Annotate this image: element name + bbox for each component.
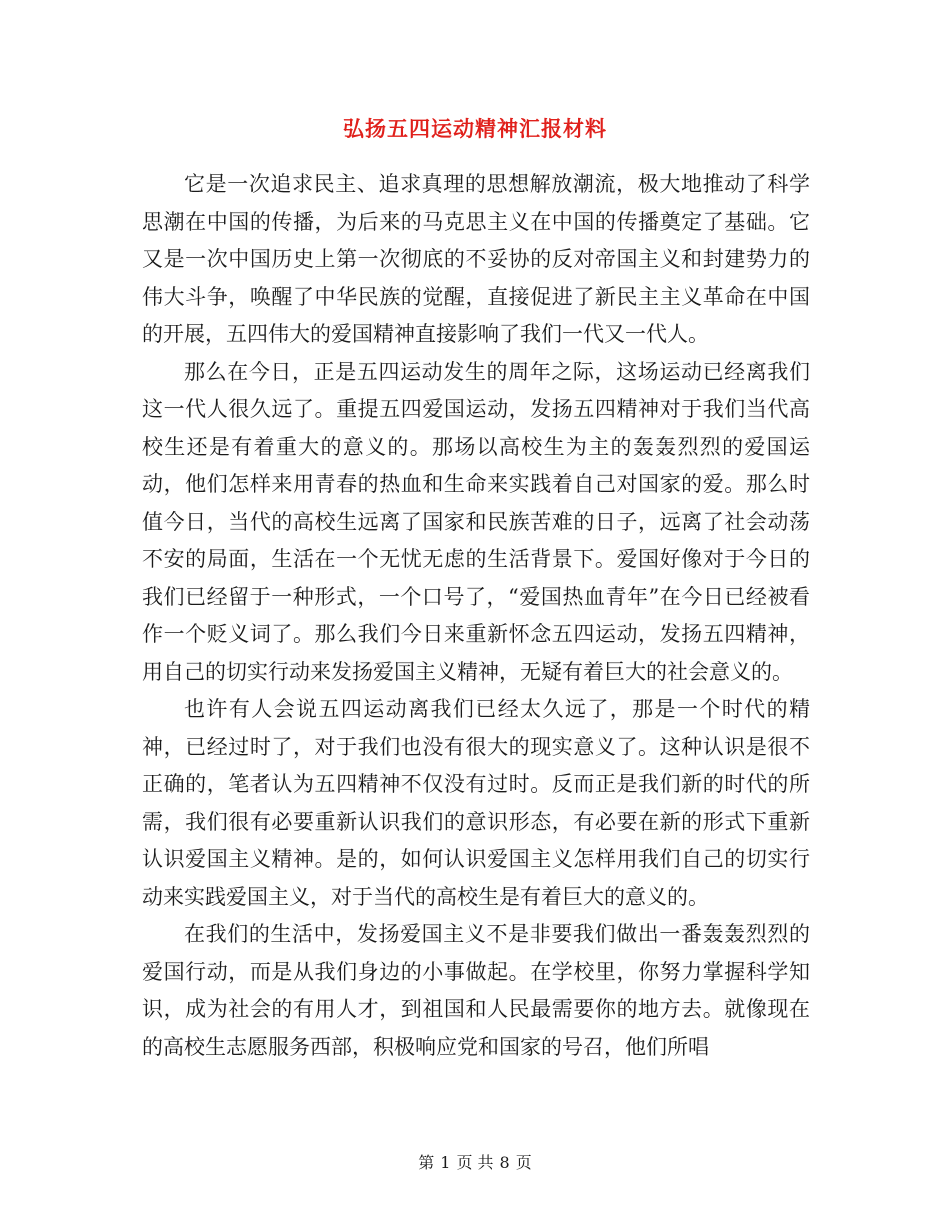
paragraph-3: 也许有人会说五四运动离我们已经太久远了，那是一个时代的精神，已经过时了，对于我们也没有很大的现实意义了。这种认识是很不正确的，笔者认为五四精神不仅没有过时。反而正是我们新的时代的所需，我们很有必要重新认识我们的意识形态，有必要在新的形式下重新认识爱国主义精神。是的，如何认识爱国主义怎样用我们自己的切实行动来实践爱国主义，对于当代的高校生是有着巨大的意义的。 [142,697,810,909]
footer-mid: 页 共 [456,1153,494,1172]
footer-page-number: 1 [440,1153,451,1172]
paragraph-1: 它是一次追求民主、追求真理的思想解放潮流，极大地推动了科学思潮在中国的传播，为后来的马克思主义在中国的传播奠定了基础。它又是一次中国历史上第一次彻底的不妥协的反对帝国主义和封建势力的伟大斗争，唤醒了中华民族的觉醒，直接促进了新民主主义革命在中国的开展，五四伟大的爱国精神直接影响了我们一代又一代人。 [142,172,810,346]
footer-suffix: 页 [515,1153,532,1172]
footer-page-total: 8 [499,1153,510,1172]
document-body [142,166,810,1066]
footer-prefix: 第 [418,1153,435,1172]
page-footer [0,1152,950,1174]
document-title: 弘扬五四运动精神汇报材料 [343,116,607,141]
paragraph-2: 那么在今日，正是五四运动发生的周年之际，这场运动已经离我们这一代人很久远了。重提五四爱国运动，发扬五四精神对于我们当代高校生还是有着重大的意义的。那场以高校生为主的轰轰烈烈的爱国运动，他们怎样来用青春的热血和生命来实践着自己对国家的爱。那么时值今日，当代的高校生远离了国家和民族苦难的日子，远离了社会动荡不安的局面，生活在一个无忧无虑的生活背景下。爱国好像对于今日的我们已经留于一种形式，一个口号了，“爱国热血青年”在今日已经被看作一个贬义词了。那么我们今日来重新怀念五四运动，发扬五四精神，用自己的切实行动来发扬爱国主义精神，无疑有着巨大的社会意义的。 [142,359,810,684]
paragraph-4: 在我们的生活中，发扬爱国主义不是非要我们做出一番轰轰烈烈的爱国行动，而是从我们身边的小事做起。在学校里，你努力掌握科学知识，成为社会的有用人才，到祖国和人民最需要你的地方去。就像现在的高校生志愿服务西部，积极响应党和国家的号召，他们所唱 [142,922,810,1059]
